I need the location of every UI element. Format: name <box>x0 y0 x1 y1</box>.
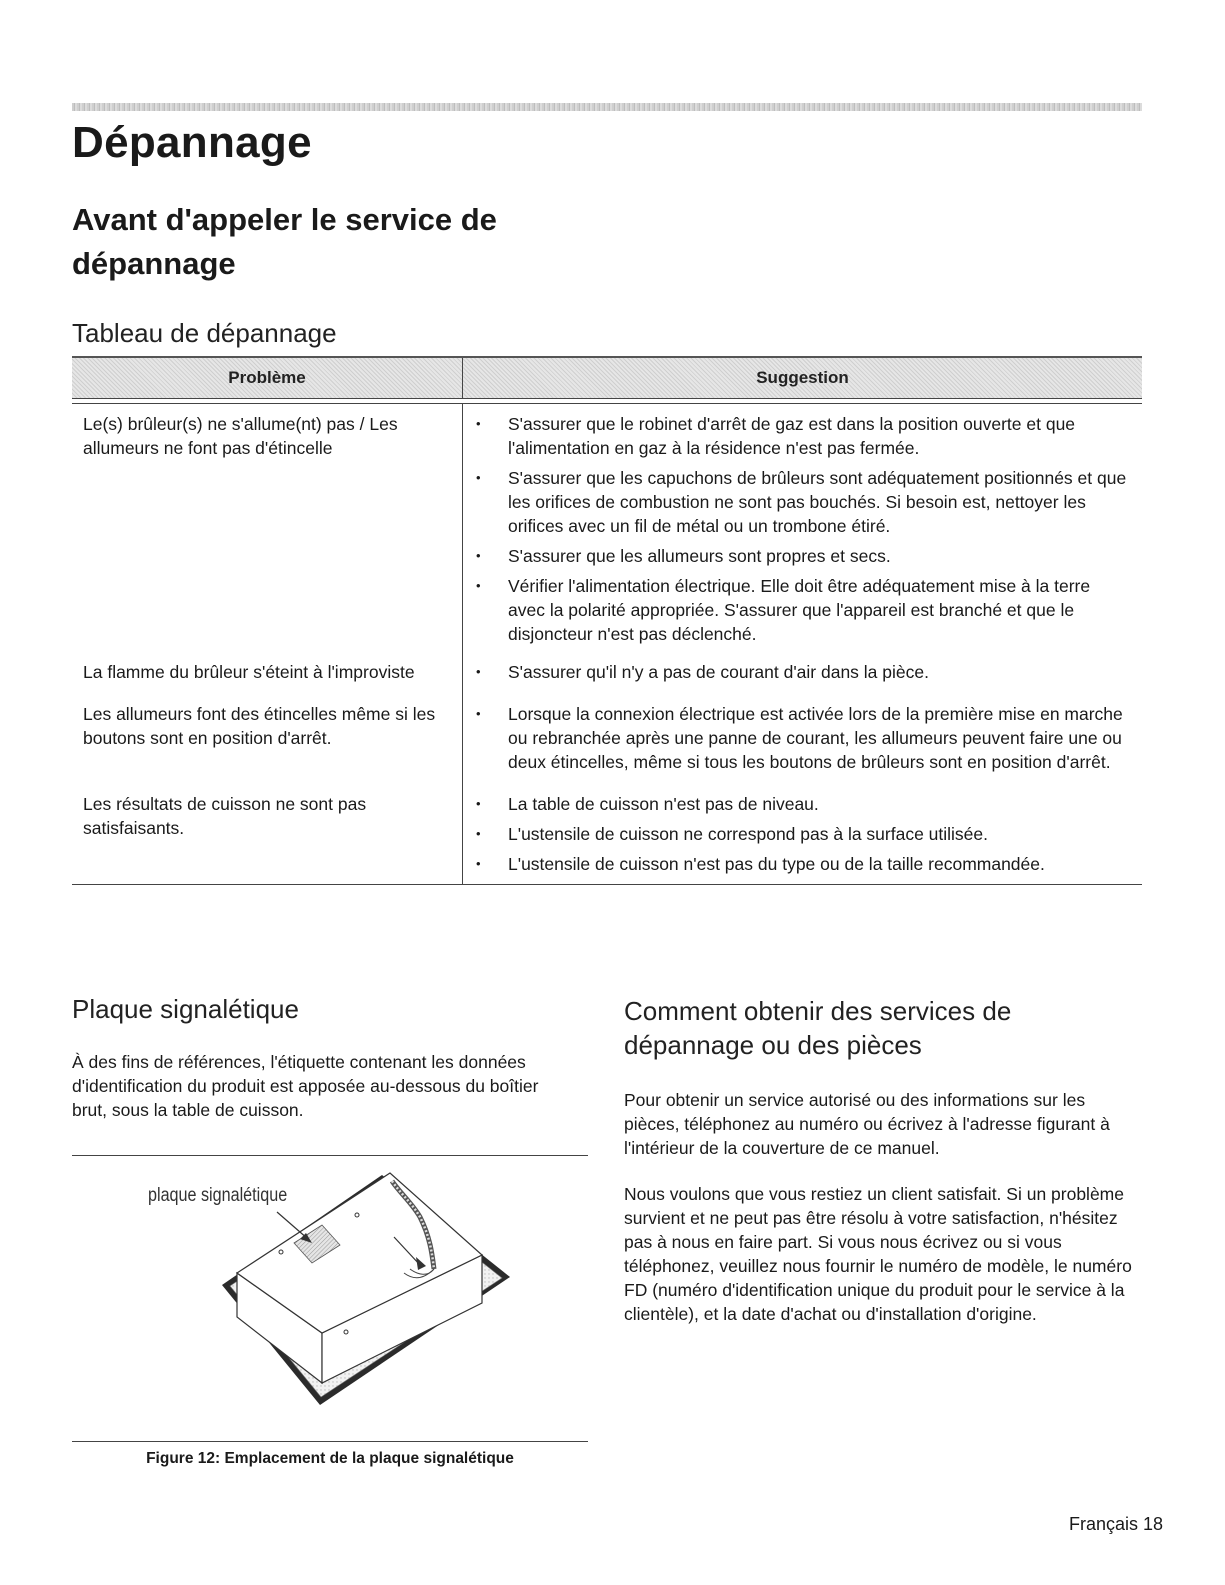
service-title: Comment obtenir des services de dépannage ou des pièces <box>624 996 1012 1060</box>
suggestion-item: • Vérifier l'alimentation électrique. Elle doit être adéquatement mise à la terre avec la polarité appropriée. S'assurer que l'appareil est branché et que le disjoncteur n'est pas déclenché. <box>462 574 1128 646</box>
problem-cell: Les résultats de cuisson ne sont pas satisfaisants. <box>83 794 367 838</box>
troubleshooting-table <box>72 356 1142 885</box>
figure-top-rule <box>72 1155 588 1156</box>
table-body <box>72 404 1142 885</box>
service-paragraph-2: Nous voulons que vous restiez un client satisfait. Si un problème survient et ne peut pas être résolu à votre satisfaction, n'hésitez pas à nous en faire part. Si vous nous écrivez ou si vous téléphonez, veuillez nous fournir le numéro de modèle, le numéro FD (numéro d'identification unique du produit pour le service à la clientèle), et la date d'achat ou d'installation d'origine. <box>624 1184 1132 1324</box>
problem-cell: La flamme du brûleur s'éteint à l'improviste <box>83 662 415 682</box>
header-problem: Problème <box>72 358 463 398</box>
page-footer: Français 18 <box>1068 1514 1163 1534</box>
table-row <box>72 652 1142 690</box>
table-title: Tableau de dépannage <box>72 318 337 348</box>
plaque-text: À des fins de références, l'étiquette contenant les données d'identification du produit est apposée au-dessous du boîtier brut, sous la table de cuisson. <box>72 1052 539 1120</box>
suggestion-item: • S'assurer qu'il n'y a pas de courant d'air dans la pièce. <box>462 660 1128 684</box>
suggestion-cell <box>462 702 1142 780</box>
suggestion-item: • S'assurer que le robinet d'arrêt de gaz est dans la position ouverte et que l'alimentation en gaz à la résidence n'est pas fermée. <box>462 412 1128 460</box>
suggestion-item: • La table de cuisson n'est pas de niveau. <box>462 792 1128 816</box>
header-suggestion: Suggestion <box>463 358 1142 398</box>
figure-bottom-rule <box>72 1441 588 1442</box>
problem-cell: Le(s) brûleur(s) ne s'allume(nt) pas / Les allumeurs ne font pas d'étincelle <box>83 414 398 458</box>
plaque-title: Plaque signalétique <box>72 994 299 1024</box>
suggestion-item: • S'assurer que les capuchons de brûleurs sont adéquatement positionnés et que les orifices de combustion ne sont pas bouchés. Si besoin est, nettoyer les orifices avec un fil de métal ou un trombone étiré. <box>462 466 1128 538</box>
suggestion-item: • L'ustensile de cuisson n'est pas du type ou de la taille recommandée. <box>462 852 1128 876</box>
table-row <box>72 404 1142 652</box>
suggestion-item: • S'assurer que les allumeurs sont propres et secs. <box>462 544 1128 568</box>
problem-cell: Les allumeurs font des étincelles même si les boutons sont en position d'arrêt. <box>83 704 436 748</box>
suggestion-cell <box>462 660 1142 690</box>
suggestion-cell <box>462 792 1142 882</box>
suggestion-item: • L'ustensile de cuisson ne correspond pas à la surface utilisée. <box>462 822 1128 846</box>
table-row <box>72 780 1142 884</box>
header-rule <box>72 103 1142 111</box>
plaque-label: plaque signalétique <box>148 1185 288 1206</box>
table-header <box>72 356 1142 398</box>
section-title: Avant d'appeler le service de dépannage <box>72 202 497 281</box>
service-paragraph-1: Pour obtenir un service autorisé ou des informations sur les pièces, téléphonez au numéro ou écrivez à l'adresse figurant à l'intérieur de la couverture de ce manuel. <box>624 1090 1110 1158</box>
suggestion-item: • Lorsque la connexion électrique est activée lors de la première mise en marche ou rebranchée après une panne de courant, les allumeurs peuvent faire une ou deux étincelles, même si tous les boutons de brûleurs sont en position d'arrêt. <box>462 702 1128 774</box>
page-title: Dépannage <box>72 118 312 167</box>
figure-caption: Figure 12: Emplacement de la plaque signalétique <box>146 1450 514 1467</box>
rating-plate-figure <box>72 1165 588 1435</box>
table-row <box>72 690 1142 780</box>
suggestion-cell <box>462 412 1142 652</box>
